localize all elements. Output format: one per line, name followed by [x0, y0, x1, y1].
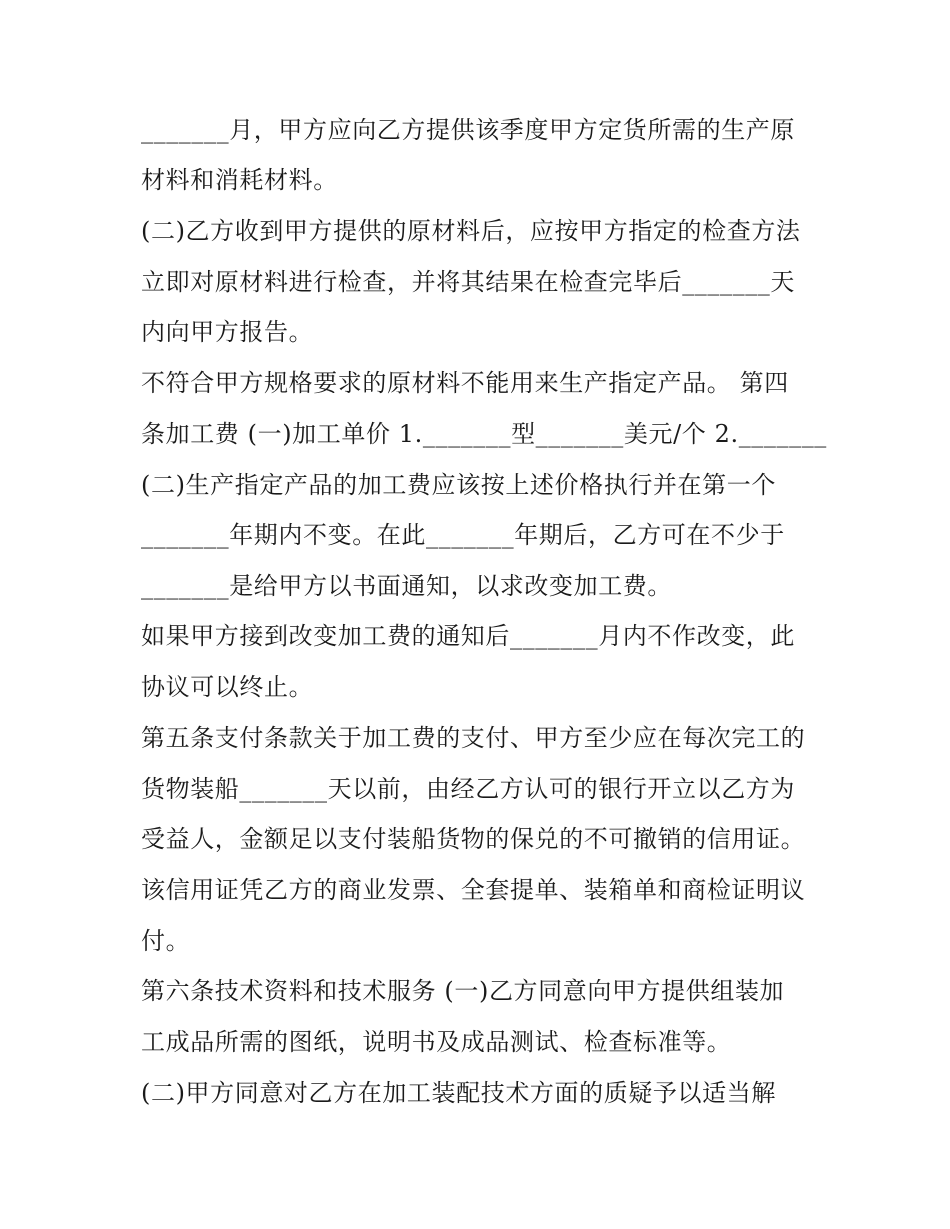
text-line: 该信用证凭乙方的商业发票、全套提单、装箱单和商检证明议: [141, 876, 806, 904]
text-line: (二)乙方收到甲方提供的原材料后，应按甲方指定的检查方法: [141, 217, 801, 245]
text-line: (二)甲方同意对乙方在加工装配技术方面的质疑予以适当解: [141, 1079, 776, 1107]
text-line: 第五条支付条款关于加工费的支付、甲方至少应在每次完工的: [141, 724, 806, 752]
text-line: 立即对原材料进行检查，并将其结果在检查完毕后_______天: [141, 268, 795, 296]
text-line: 内向甲方报告。: [141, 318, 314, 346]
text-line: 材料和消耗材料。: [141, 166, 338, 194]
text-line: 条加工费 (一)加工单价 1._______型_______美元/个 2._______: [141, 420, 827, 448]
text-line: 受益人，金额足以支付装船货物的保兑的不可撤销的信用证。: [141, 825, 806, 853]
text-line: 如果甲方接到改变加工费的通知后_______月内不作改变，此: [141, 622, 795, 650]
text-line: 协议可以终止。: [141, 673, 314, 701]
text-line: 付。: [141, 927, 191, 955]
text-line: _______月，甲方应向乙方提供该季度甲方定货所需的生产原: [141, 116, 795, 144]
text-line: _______是给甲方以书面通知，以求改变加工费。: [141, 572, 672, 600]
text-line: 不符合甲方规格要求的原材料不能用来生产指定产品。 第四: [141, 369, 789, 397]
text-line: 货物装船_______天以前，由经乙方认可的银行开立以乙方为: [141, 775, 795, 803]
text-line: 工成品所需的图纸，说明书及成品测试、检查标准等。: [141, 1028, 732, 1056]
text-line: (二)生产指定产品的加工费应该按上述价格执行并在第一个: [141, 471, 776, 499]
text-line: _______年期内不变。在此_______年期后，乙方可在不少于: [141, 521, 785, 549]
text-line: 第六条技术资料和技术服务 (一)乙方同意向甲方提供组装加: [141, 977, 785, 1005]
